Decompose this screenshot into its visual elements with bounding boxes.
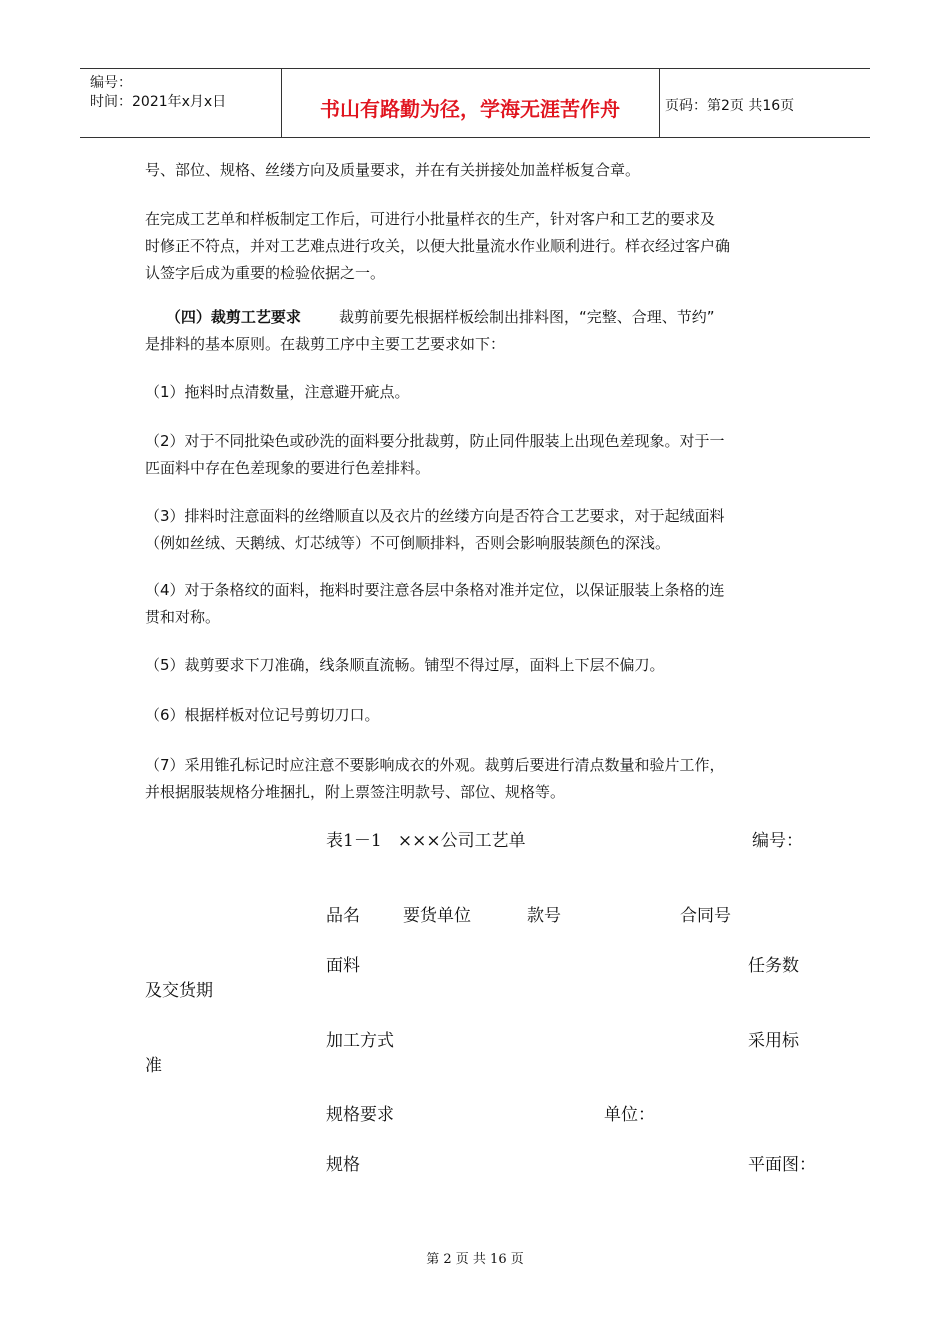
page-info: 页码：第2页 共16页 (665, 98, 795, 114)
item-2-line: 匹面料中存在色差现象的要进行色差排料。 (145, 459, 431, 477)
page-footer: 第 2 页 共 16 页 (426, 1252, 524, 1267)
label-process-method: 加工方式 (326, 1031, 394, 1051)
label-spec: 规格 (326, 1155, 360, 1175)
paragraph-3 (145, 304, 805, 358)
header-motto-cell (281, 69, 660, 137)
label-contract-no: 合同号 (680, 906, 731, 926)
label-spec-req: 规格要求 (326, 1105, 394, 1125)
paragraph-3-line: 是排料的基本原则。在裁剪工序中主要工艺要求如下： (145, 335, 506, 353)
paragraph-3-line (145, 304, 805, 331)
item-4 (145, 577, 805, 631)
section-heading: （四）裁剪工艺要求 (145, 308, 301, 326)
time-label: 时间：2021年x月x日 (90, 94, 227, 110)
label-standard: 采用标 (748, 1031, 799, 1051)
item-7 (145, 752, 805, 806)
item-4-line: 贯和对称。 (145, 608, 221, 626)
label-fabric: 面料 (326, 956, 360, 976)
paragraph-2-line: 时修正不符点，并对工艺难点进行攻关，以便大批量流水作业顺利进行。样衣经过客户确 (145, 237, 731, 255)
item-2 (145, 428, 805, 482)
label-delivery: 及交货期 (145, 981, 213, 1001)
motto: 书山有路勤为径，学海无涯苦作舟 (320, 97, 620, 121)
header-page-cell (660, 69, 870, 137)
item-2-line: （2）对于不同批染色或砂洗的面料要分批裁剪，防止同件服装上出现色差现象。对于一 (145, 432, 725, 450)
item-5: （5）裁剪要求下刀准确，线条顺直流畅。铺型不得过厚，面料上下层不偏刀。 (145, 656, 665, 674)
label-task-qty: 任务数 (748, 956, 799, 976)
label-order-unit: 要货单位 (403, 906, 471, 926)
serial-label: 编号： (90, 75, 132, 91)
item-1: （1）拖料时点清数量，注意避开疵点。 (145, 383, 410, 401)
paragraph-2-line: 认签字后成为重要的检验依据之一。 (145, 264, 386, 282)
label-product-name: 品名 (326, 906, 360, 926)
item-7-line: 并根据服装规格分堆捆扎，附上票签注明款号、部位、规格等。 (145, 783, 566, 801)
section-text: 裁剪前要先根据样板绘制出排料图，“完整、合理、节约” (300, 308, 715, 326)
paragraph-2-line: 在完成工艺单和样板制定工作后，可进行小批量样衣的生产，针对客户和工艺的要求及 (145, 210, 716, 228)
paragraph-1: 号、部位、规格、丝缕方向及质量要求，并在有关拼接处加盖样板复合章。 (145, 161, 641, 179)
item-6: （6）根据样板对位记号剪切刀口。 (145, 706, 380, 724)
table-title: 表1－1 ×××公司工艺单 (326, 831, 526, 851)
label-unit: 单位： (604, 1105, 655, 1125)
item-4-line: （4）对于条格纹的面料，拖料时要注意各层中条格对准并定位，以保证服装上条格的连 (145, 581, 725, 599)
header-table (80, 68, 870, 138)
label-standard-cont: 准 (145, 1056, 162, 1076)
label-plan-view: 平面图： (748, 1155, 816, 1175)
paragraph-2 (145, 206, 805, 287)
table-serial: 编号： (752, 831, 803, 851)
item-7-line: （7）采用锥孔标记时应注意不要影响成衣的外观。裁剪后要进行清点数量和验片工作， (145, 756, 725, 774)
item-3-line: （例如丝绒、天鹅绒、灯芯绒等）不可倒顺排料，否则会影响服装颜色的深浅。 (145, 534, 671, 552)
item-3-line: （3）排料时注意面料的丝绺顺直以及衣片的丝缕方向是否符合工艺要求，对于起绒面料 (145, 507, 725, 525)
header-left-cell (80, 69, 282, 137)
item-3 (145, 503, 805, 557)
label-style-no: 款号 (527, 906, 561, 926)
